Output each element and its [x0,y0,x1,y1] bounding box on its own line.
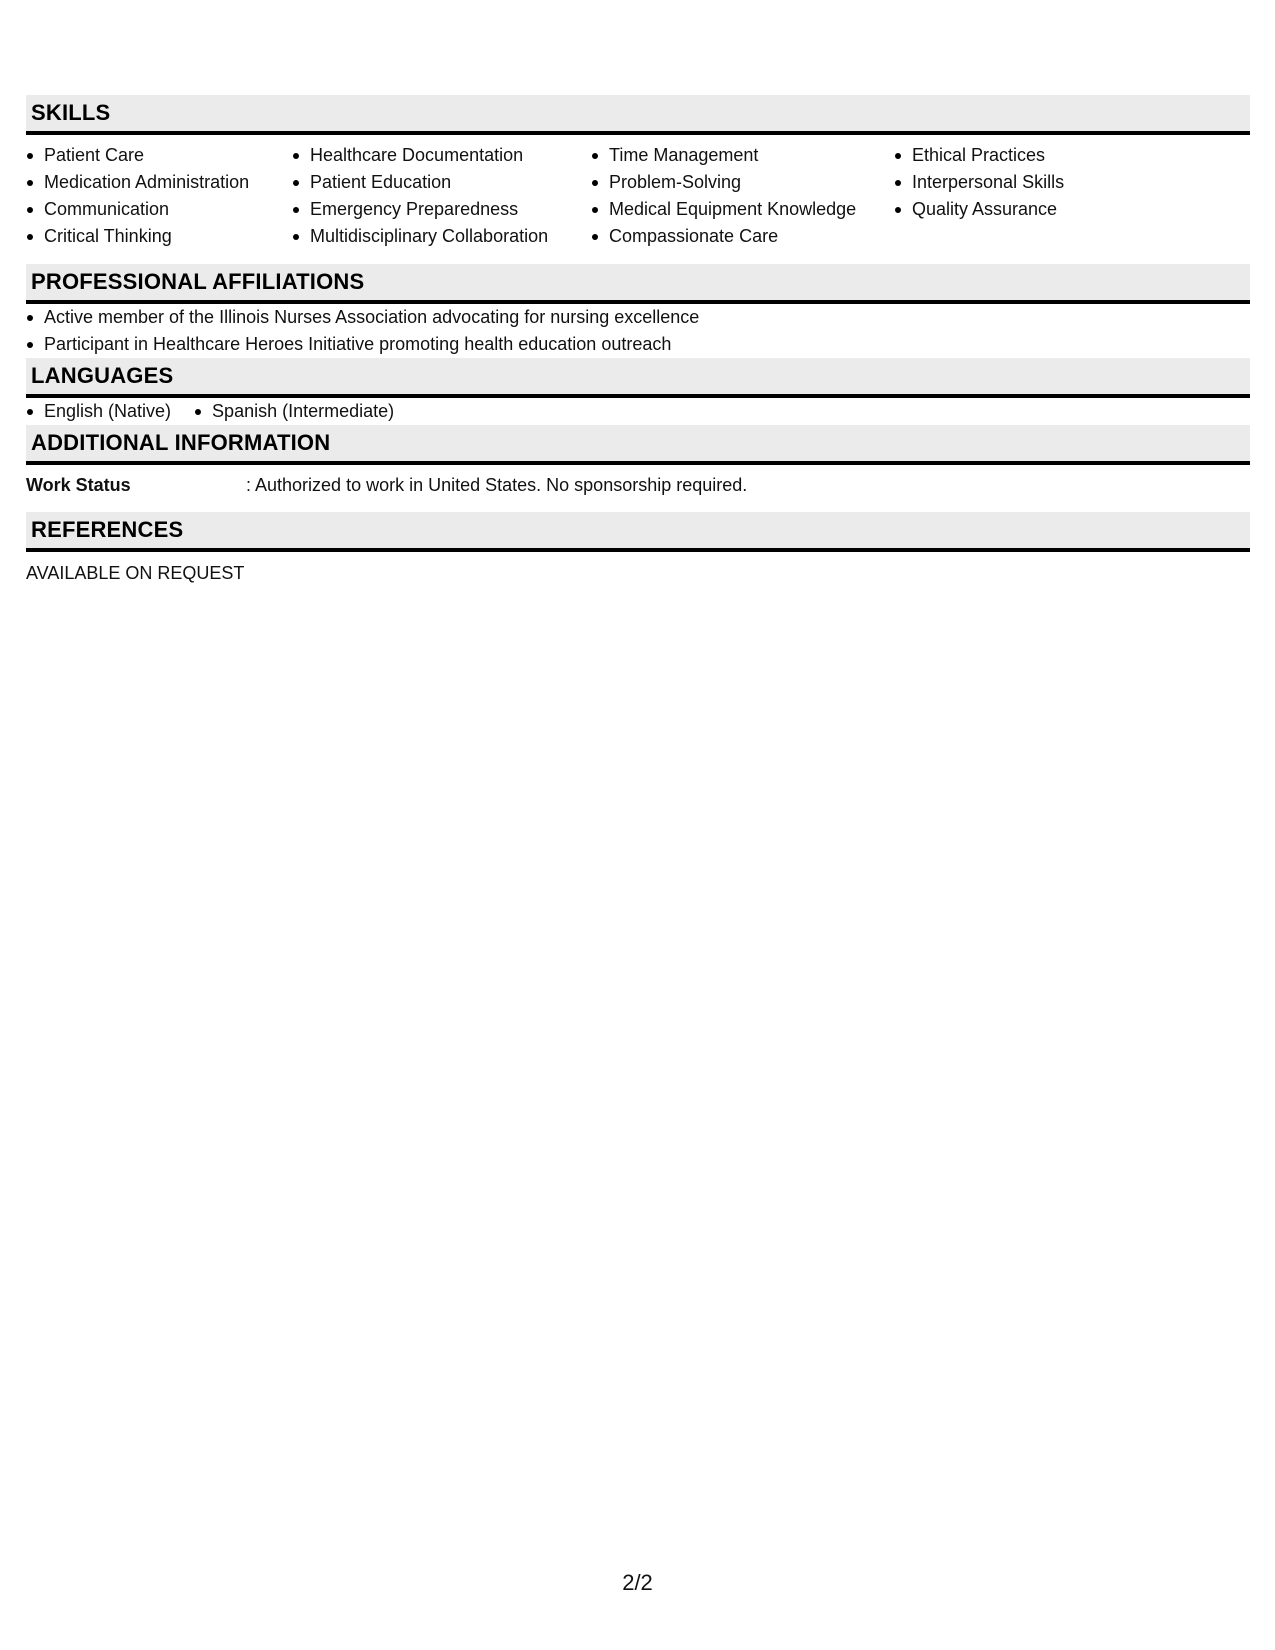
additional-info-header [26,425,1250,465]
skills-grid [26,135,1250,264]
skill-item: Critical Thinking [26,223,292,250]
skill-item: Patient Education [292,169,591,196]
language-item: Spanish (Intermediate) [194,398,394,425]
skill-item: Communication [26,196,292,223]
additional-info-title: ADDITIONAL INFORMATION [31,430,331,455]
skill-item: Medical Equipment Knowledge [591,196,894,223]
resume-page [26,95,1250,587]
skill-item: Interpersonal Skills [894,169,1194,196]
affiliation-item: Active member of the Illinois Nurses Association advocating for nursing excellence [26,304,1250,331]
skills-column-3 [591,142,894,250]
references-title: REFERENCES [31,517,184,542]
skill-item: Healthcare Documentation [292,142,591,169]
skills-header [26,95,1250,135]
languages-list [26,398,1250,425]
skill-item: Medication Administration [26,169,292,196]
additional-info-section [26,425,1250,512]
page-number: 2/2 [622,1570,653,1595]
work-status-value: : Authorized to work in United States. No sponsorship required. [246,475,748,495]
skills-column-4 [894,142,1194,250]
references-section [26,512,1250,587]
skill-item: Patient Care [26,142,292,169]
skill-item: Time Management [591,142,894,169]
affiliations-list [26,304,1250,358]
work-status-label: Work Status [26,475,131,495]
references-text: AVAILABLE ON REQUEST [26,563,245,583]
skill-item: Problem-Solving [591,169,894,196]
skills-column-1 [26,142,292,250]
skill-item: Quality Assurance [894,196,1194,223]
skills-section [26,95,1250,264]
affiliations-header [26,264,1250,304]
affiliation-item: Participant in Healthcare Heroes Initiative promoting health education outreach [26,331,1250,358]
skills-column-2 [292,142,591,250]
references-header [26,512,1250,552]
languages-title: LANGUAGES [31,363,174,388]
skills-title: SKILLS [31,100,111,125]
skill-item: Compassionate Care [591,223,894,250]
languages-section [26,358,1250,425]
skill-item: Emergency Preparedness [292,196,591,223]
work-status-row [26,465,1250,512]
skill-item: Multidisciplinary Collaboration [292,223,591,250]
language-item: English (Native) [26,398,171,425]
affiliations-title: PROFESSIONAL AFFILIATIONS [31,269,365,294]
affiliations-section [26,264,1250,358]
skill-item: Ethical Practices [894,142,1194,169]
languages-header [26,358,1250,398]
